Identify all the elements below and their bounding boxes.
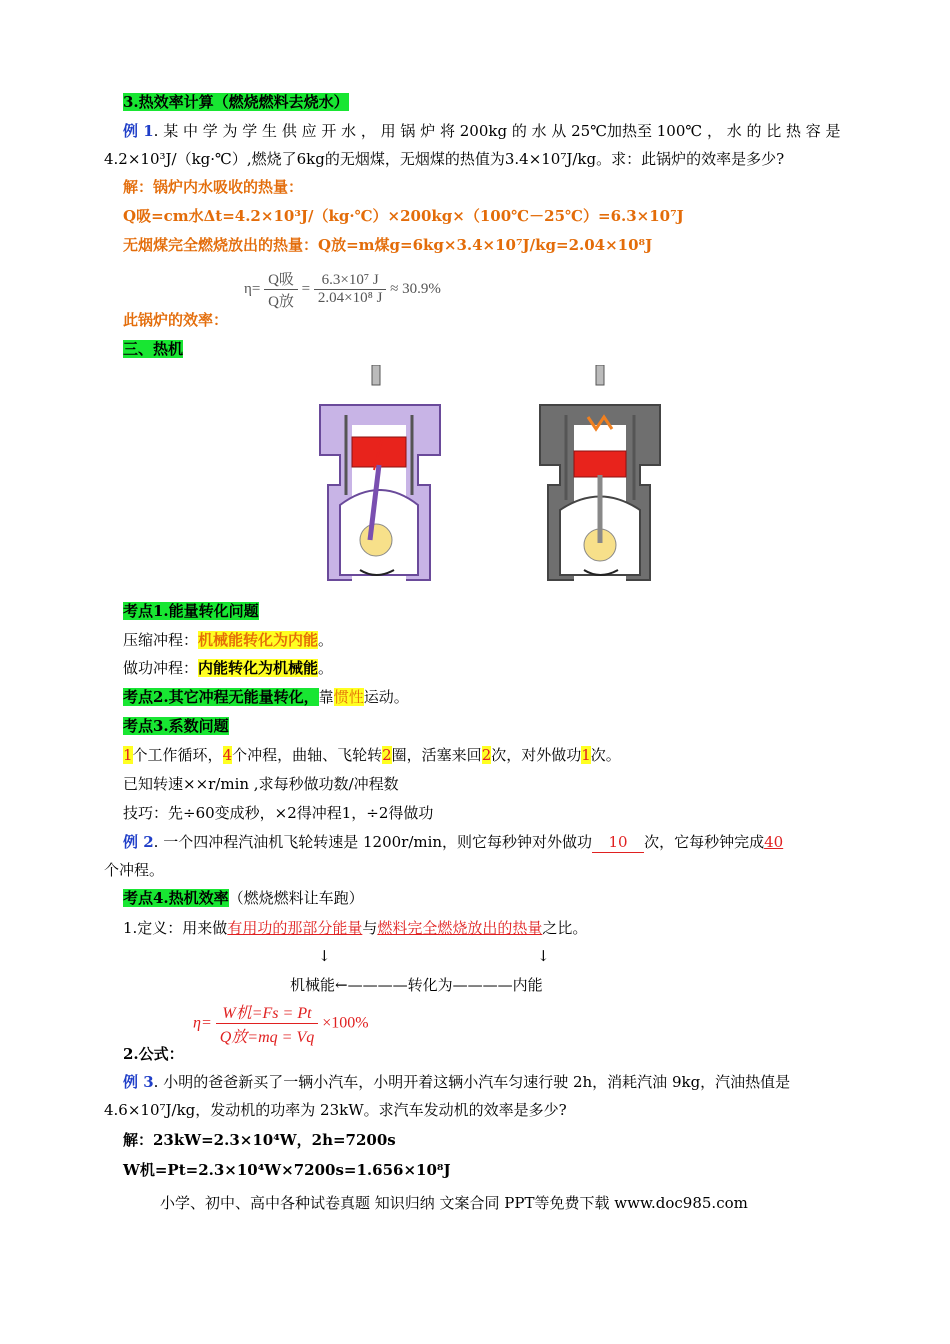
kp3-tip: 技巧：先÷60变成秒，×2得冲程1，÷2得做功 <box>123 804 434 822</box>
kp4-def-useful-energy: 有用功的那部分能量 <box>227 919 363 937</box>
example-2-answer-2: 40 <box>764 833 784 851</box>
kp2-highlight: 惯性 <box>333 688 364 706</box>
example-1-line-1 <box>123 121 841 141</box>
kp4-subtitle: （燃烧燃料让车跑） <box>228 889 364 907</box>
example-2-text-1: . 一个四冲程汽油机飞轮转速是 1200r/min，则它每秒钟对外做功 <box>153 833 593 851</box>
kp4-definition <box>123 918 587 938</box>
heat-engine-efficiency-formula <box>193 1000 369 1047</box>
kp3-number-3: 2 <box>382 746 392 764</box>
example-3-solution-1: 解：23kW=2.3×10⁴W，2h=7200s <box>123 1131 396 1149</box>
kp3-number-4: 2 <box>481 746 492 764</box>
example-1-line-2: 4.2×10³J/（kg·℃）,燃烧了6kg的无烟煤，无烟煤的热值为3.4×10⁷J/kg。求：此锅炉的效率是多少? <box>104 150 785 168</box>
power-stroke-diagram <box>530 365 670 590</box>
compression-stroke-diagram <box>310 365 450 590</box>
section-3-title-text: 3.热效率计算（燃烧燃料去烧水） <box>123 93 349 111</box>
kp3-number-1: 1 <box>123 746 133 764</box>
kp1-line-2-prefix: 做功冲程： <box>123 659 199 677</box>
kp3-number-5: 1 <box>581 746 591 764</box>
kp4-def-suffix: 之比。 <box>542 919 588 937</box>
kp1-line-2-highlight: 内能转化为机械能 <box>198 659 319 677</box>
example-1-solution-4: 此锅炉的效率： <box>123 311 229 329</box>
kp3-text-4: 次，对外做功 <box>491 746 582 764</box>
arrow-down-icon-2: ↓ <box>537 947 550 965</box>
efficiency-fraction-symbols: $\frac{\text{Q吸}}{\text{Q放}}$ <box>264 268 298 311</box>
kp4-def-fuel-heat: 燃料完全燃烧放出的热量 <box>377 919 543 937</box>
heat-engine-heading <box>123 339 183 359</box>
kp4-title-line <box>123 888 364 908</box>
example-2-line-2: 个冲程。 <box>104 861 165 879</box>
example-1-label: 例 1 <box>123 122 154 140</box>
formula-eta: η= <box>193 1014 212 1032</box>
example-2-line-1 <box>123 832 783 853</box>
kp3-counts-line <box>123 745 621 765</box>
kp1-line-1-highlight: 机械能转化为内能 <box>198 631 319 649</box>
heat-engine-heading-text: 三、热机 <box>123 340 184 358</box>
formula-numerator: W机=Fs = Pt <box>216 1000 318 1024</box>
kp1-line-1 <box>123 630 333 650</box>
kp3-text-5: 次。 <box>590 746 621 764</box>
example-1-solution-1: 解：锅炉内水吸收的热量： <box>123 178 304 196</box>
formula-label: 2.公式： <box>123 1045 184 1063</box>
kp2-mid: 靠 <box>318 688 334 706</box>
efficiency-formula-1: η= $\frac{\text{Q吸}}{\text{Q放}}$ = $\frac{\text{6.3×10⁷ J}}{\text{2.04×10⁸ J}}$ ≈ 30.9% <box>244 268 441 311</box>
efficiency-fraction-values: $\frac{\text{6.3×10⁷ J}}{\text{2.04×10⁸ J}}$ <box>314 272 387 307</box>
kp3-known: 已知转速××r/min ,求每秒做功数/冲程数 <box>123 775 399 793</box>
kp3-text-1: 个工作循环， <box>132 746 223 764</box>
kp4-def-prefix: 1.定义：用来做 <box>123 919 228 937</box>
kp1-line-1-suffix: 。 <box>318 631 334 649</box>
efficiency-result: ≈ 30.9% <box>390 281 441 297</box>
example-2-label: 例 2 <box>123 833 154 851</box>
kp3-title-line <box>123 716 229 736</box>
example-3-solution-2: W机=Pt=2.3×10⁴W×7200s=1.656×10⁸J <box>123 1161 451 1179</box>
example-3-label: 例 3 <box>123 1073 154 1091</box>
kp2-title: 考点2.其它冲程无能量转化， <box>123 688 319 706</box>
kp1-line-1-prefix: 压缩冲程： <box>123 631 199 649</box>
kp3-title: 考点3.系数问题 <box>123 717 229 735</box>
kp3-text-2: 个冲程，曲轴、飞轮转 <box>232 746 383 764</box>
kp1-title-line <box>123 601 259 621</box>
formula-denominator: Q放=mq = Vq <box>219 1029 315 1046</box>
kp3-text-3: 圈，活塞来回 <box>391 746 482 764</box>
example-3-text-1: . 小明的爸爸新买了一辆小汽车，小明开着这辆小汽车匀速行驶 2h，消耗汽油 9kg，汽油热值是 <box>153 1073 791 1091</box>
example-2-answer-1: 10 <box>592 832 644 853</box>
example-1-solution-2: Q吸=cm水Δt=4.2×10³J/（kg·℃）×200kg×（100℃－25℃）=6.3×10⁷J <box>123 207 684 225</box>
energy-conversion: 机械能←————转化为————内能 <box>290 976 543 994</box>
example-3-line-2: 4.6×10⁷J/kg，发动机的功率为 23kW。求汽车发动机的效率是多少? <box>104 1101 567 1119</box>
kp4-title: 考点4.热机效率 <box>123 889 229 907</box>
kp1-line-2 <box>123 658 333 678</box>
kp2-line <box>123 687 409 707</box>
example-2-text-2: 次，它每秒钟完成 <box>644 833 765 851</box>
formula-percent: ×100% <box>322 1014 369 1032</box>
example-3-line-1 <box>123 1072 790 1092</box>
arrow-down-icon-1: ↓ <box>318 947 331 965</box>
kp3-number-2: 4 <box>222 746 233 764</box>
example-1-text-1: . 某 中 学 为 学 生 供 应 开 水 ， 用 锅 炉 将 200kg 的 水 从 25℃加热至 100℃ ， 水 的 比 热 容 是 <box>153 122 841 140</box>
formula-fraction <box>216 1000 318 1047</box>
kp1-title: 考点1.能量转化问题 <box>123 602 259 620</box>
kp4-def-mid: 与 <box>362 919 378 937</box>
kp1-line-2-suffix: 。 <box>318 659 334 677</box>
example-1-solution-3: 无烟煤完全燃烧放出的热量：Q放=m煤g=6kg×3.4×10⁷J/kg=2.04×10⁸J <box>123 236 653 254</box>
page-footer: 小学、初中、高中各种试卷真题 知识归纳 文案合同 PPT等免费下载 www.doc985.com <box>160 1194 748 1212</box>
kp2-post: 运动。 <box>363 688 409 706</box>
section-3-title <box>123 92 349 112</box>
